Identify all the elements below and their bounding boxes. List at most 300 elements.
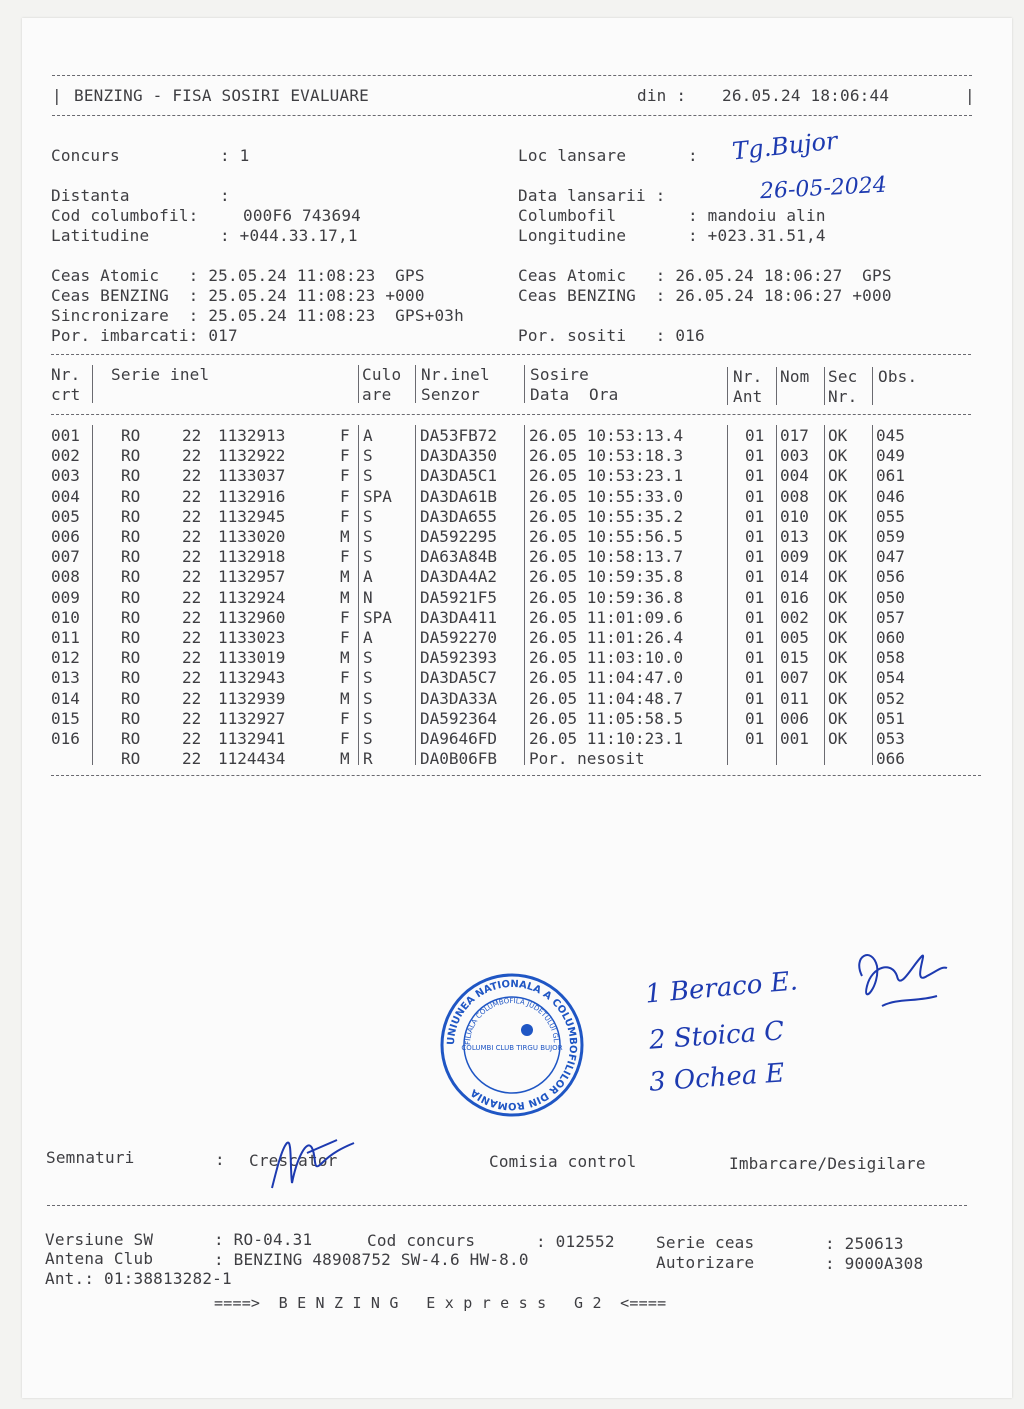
cell-sosire: 26.05 11:01:09.6	[529, 607, 684, 627]
header-sep	[872, 367, 873, 405]
cell-obs: 052	[876, 688, 905, 708]
cell-nom: 010	[780, 506, 809, 526]
col-nr-ant-header: Nr.	[733, 367, 763, 386]
col-crt-header: crt	[51, 385, 81, 404]
cell-an: 22	[182, 708, 202, 728]
cell-obs: 059	[876, 527, 905, 546]
cell-culoare: SPA	[363, 607, 392, 627]
cell-an: 22	[182, 749, 202, 769]
cell-sosire: 26.05 11:10:23.1	[529, 729, 684, 748]
cell-nr: 009	[51, 587, 80, 607]
cell-senzor: DA592364	[420, 708, 498, 728]
col-nom-header: Nom	[780, 367, 810, 386]
porumbei-imbarcati: Por. imbarcati: 017	[51, 326, 238, 345]
cell-sosire: 26.05 10:55:35.2	[529, 506, 684, 526]
cell-nom: 014	[780, 567, 809, 587]
cell-tara: RO	[121, 729, 141, 748]
cell-obs: 050	[876, 587, 905, 607]
table-row	[22, 648, 1012, 668]
data-lansarii-handwritten: 26-05-2024	[759, 172, 888, 205]
cell-obs: 058	[876, 648, 905, 668]
cell-tara: RO	[121, 648, 141, 668]
cell-sex: F	[340, 708, 350, 728]
data-lansarii-label: Data lansarii :	[518, 186, 666, 205]
cell-inel: 1132916	[218, 486, 286, 506]
antena-id: Ant.: 01:38813282-1	[45, 1269, 232, 1288]
table-row	[22, 668, 1012, 688]
cell-nom: 001	[780, 729, 809, 748]
column-separator	[358, 425, 359, 765]
cell-sosire: 26.05 10:53:18.3	[529, 446, 684, 466]
cell-nom: 006	[780, 708, 809, 728]
cell-nom: 005	[780, 628, 809, 647]
table-row	[22, 547, 1012, 567]
cell-sex: F	[340, 426, 350, 445]
column-separator	[415, 425, 416, 765]
cell-inel: 1132945	[218, 506, 286, 526]
cell-an: 22	[182, 506, 202, 526]
table-row	[22, 567, 1012, 587]
cell-inel: 1132924	[218, 587, 286, 607]
cell-nr: 002	[51, 446, 80, 466]
cell-obs: 049	[876, 446, 905, 466]
latitudine-label: Latitudine	[51, 226, 150, 245]
loc-lansare-sep: :	[688, 146, 698, 165]
cell-tara: RO	[121, 688, 141, 708]
cell-inel: 1132939	[218, 688, 286, 708]
cell-culoare: A	[363, 426, 373, 445]
cell-nr: 003	[51, 466, 80, 486]
cell-an: 22	[182, 587, 202, 607]
col-serie-header: Serie inel	[111, 365, 210, 384]
cell-an: 22	[182, 547, 202, 567]
cell-sec: OK	[828, 426, 848, 445]
cell-an: 22	[182, 426, 202, 445]
cell-ant: 01	[745, 547, 765, 567]
antena-label: Antena Club	[45, 1249, 154, 1268]
cod-columbofil-label: Cod columbofil:	[51, 206, 199, 225]
stamp-inner-text: FILIALA COLUMBOFILA JUDETULUI GL	[463, 996, 560, 1046]
cell-nom: 002	[780, 607, 809, 627]
header-sep	[415, 365, 416, 403]
header-sep	[92, 365, 93, 403]
commission-signature	[842, 936, 952, 1026]
cell-culoare: S	[363, 648, 373, 668]
cell-sec: OK	[828, 567, 848, 587]
cell-culoare: A	[363, 567, 373, 587]
cell-nr: 007	[51, 547, 80, 567]
crescator-label: Crescator	[249, 1151, 338, 1170]
col-obs-header: Obs.	[878, 367, 918, 386]
cell-nr: 015	[51, 708, 80, 728]
cell-nom: 015	[780, 648, 809, 668]
cell-senzor: DA3DA5C7	[420, 668, 498, 688]
crescator-signature	[262, 1128, 362, 1198]
col-culo-header: Culo	[362, 365, 402, 384]
header-date-value: 26.05.24 18:06:44	[722, 86, 890, 105]
cell-sex: F	[340, 547, 350, 567]
cell-sex: F	[340, 668, 350, 688]
table-row	[22, 588, 1012, 608]
cell-sex: M	[340, 567, 350, 587]
longitudine-label: Longitudine	[518, 226, 627, 245]
cell-sosire: 26.05 10:53:23.1	[529, 466, 684, 486]
semnaturi-sep: :	[215, 1150, 225, 1169]
cell-sec: OK	[828, 729, 848, 748]
cell-sec: OK	[828, 648, 848, 668]
cell-obs: 061	[876, 466, 905, 486]
cell-sosire: 26.05 10:58:13.7	[529, 547, 684, 567]
stamp-outer-text: UNIUNEA NATIONALA A COLUMBOFILILOR DIN ROMANIA	[445, 978, 579, 1112]
cell-sex: F	[340, 607, 350, 627]
column-separator	[92, 425, 93, 765]
cell-sex: M	[340, 749, 350, 769]
cell-inel: 1133023	[218, 628, 286, 647]
cell-nr: 008	[51, 567, 80, 587]
table-header-divider	[51, 414, 971, 415]
cell-nom: 004	[780, 466, 809, 486]
header-bar-left: |	[52, 86, 62, 105]
cell-sec: OK	[828, 486, 848, 506]
cell-an: 22	[182, 729, 202, 748]
comisia-label: Comisia control	[489, 1152, 637, 1171]
col-data-ora-header: Data Ora	[530, 385, 619, 404]
table-row	[22, 426, 1012, 446]
col-senzor-header: Senzor	[421, 385, 480, 404]
handwritten-line-2: 2 Stoica C	[648, 1016, 786, 1056]
cell-culoare: S	[363, 506, 373, 526]
table-row	[22, 466, 1012, 486]
cell-sec: OK	[828, 668, 848, 688]
cell-sex: M	[340, 648, 350, 668]
cell-culoare: S	[363, 466, 373, 486]
table-row	[22, 729, 1012, 749]
cell-culoare: S	[363, 527, 373, 546]
concurs-label: Concurs	[51, 146, 120, 165]
header-sep	[824, 367, 825, 405]
column-separator	[872, 425, 873, 765]
cell-nr: 005	[51, 506, 80, 526]
cell-sosire: 26.05 11:05:58.5	[529, 708, 684, 728]
cell-an: 22	[182, 607, 202, 627]
cell-ant: 01	[745, 729, 765, 748]
cell-ant: 01	[745, 607, 765, 627]
col-sosire-header: Sosire	[530, 365, 589, 384]
serie-ceas-label: Serie ceas	[656, 1233, 755, 1252]
cell-sosire: Por. nesosit	[529, 749, 645, 769]
cell-obs: 051	[876, 708, 905, 728]
table-row	[22, 628, 1012, 648]
cell-inel: 1133020	[218, 527, 286, 546]
header-divider	[52, 115, 972, 116]
concurs-value: : 1	[220, 146, 250, 165]
col-nr-header: Nr.	[51, 365, 81, 384]
cell-senzor: DA53FB72	[420, 426, 498, 445]
cell-ant: 01	[745, 506, 765, 526]
cell-nr: 010	[51, 607, 80, 627]
cell-sec: OK	[828, 527, 848, 546]
column-separator	[727, 425, 728, 765]
col-nrinel-header: Nr.inel	[421, 365, 490, 384]
cell-nr: 011	[51, 628, 80, 647]
cell-sosire: 26.05 11:03:10.0	[529, 648, 684, 668]
cell-senzor: DA0B06FB	[420, 749, 498, 769]
cell-culoare: S	[363, 729, 373, 748]
column-separator	[524, 425, 525, 765]
cod-concurs-value: : 012552	[536, 1232, 615, 1251]
table-row	[22, 749, 1012, 769]
cell-tara: RO	[121, 446, 141, 466]
cell-an: 22	[182, 668, 202, 688]
cod-concurs-label: Cod concurs	[367, 1231, 476, 1250]
cell-culoare: S	[363, 688, 373, 708]
top-divider	[52, 75, 972, 76]
cell-ant: 01	[745, 466, 765, 486]
cell-tara: RO	[121, 486, 141, 506]
header-sep	[727, 367, 728, 405]
cell-tara: RO	[121, 708, 141, 728]
stamp-emblem-icon	[521, 1024, 533, 1036]
column-separator	[824, 425, 825, 765]
cell-obs: 057	[876, 607, 905, 627]
cell-nr: 004	[51, 486, 80, 506]
table-row	[22, 709, 1012, 729]
cell-sex: F	[340, 506, 350, 526]
autorizare-value: : 9000A308	[825, 1254, 924, 1273]
distanta-value: :	[220, 186, 230, 205]
longitudine-value: : +023.31.51,4	[688, 226, 826, 245]
cell-inel: 1132922	[218, 446, 286, 466]
cell-sec: OK	[828, 446, 848, 466]
cell-culoare: S	[363, 668, 373, 688]
cell-obs: 053	[876, 729, 905, 748]
imbarcare-label: Imbarcare/Desigilare	[729, 1154, 926, 1173]
cell-obs: 045	[876, 426, 905, 445]
cell-obs: 055	[876, 506, 905, 526]
cell-sosire: 26.05 10:53:13.4	[529, 426, 684, 445]
cell-an: 22	[182, 567, 202, 587]
table-row	[22, 507, 1012, 527]
ceas-atomic-start: Ceas Atomic : 25.05.24 11:08:23 GPS	[51, 266, 425, 285]
cell-inel: 1133037	[218, 466, 286, 486]
cell-an: 22	[182, 486, 202, 506]
table-row	[22, 527, 1012, 547]
cell-senzor: DA3DA33A	[420, 688, 498, 708]
cell-sosire: 26.05 11:01:26.4	[529, 628, 684, 647]
cell-obs: 054	[876, 668, 905, 688]
cell-ant: 01	[745, 648, 765, 668]
cell-an: 22	[182, 688, 202, 708]
columbofil-label: Columbofil	[518, 206, 617, 225]
cell-sosire: 26.05 10:55:33.0	[529, 486, 684, 506]
sincronizare-start: Sincronizare : 25.05.24 11:08:23 GPS+03h	[51, 306, 464, 325]
cell-culoare: S	[363, 547, 373, 567]
cell-senzor: DA3DA655	[420, 506, 498, 526]
cell-sosire: 26.05 10:59:35.8	[529, 567, 684, 587]
column-separator	[776, 425, 777, 765]
cell-senzor: DA592270	[420, 628, 498, 647]
cell-senzor: DA9646FD	[420, 729, 498, 748]
cell-ant: 01	[745, 426, 765, 445]
table-row	[22, 689, 1012, 709]
cell-culoare: S	[363, 708, 373, 728]
cell-culoare: S	[363, 446, 373, 466]
cell-nr: 014	[51, 688, 80, 708]
cell-an: 22	[182, 628, 202, 647]
cell-nom: 013	[780, 527, 809, 546]
cell-inel: 1133019	[218, 648, 286, 668]
cell-senzor: DA3DA5C1	[420, 466, 498, 486]
handwritten-line-1: 1 Beraco E.	[643, 966, 799, 1010]
cell-nr: 001	[51, 426, 80, 445]
cell-sosire: 26.05 11:04:48.7	[529, 688, 684, 708]
cell-inel: 1132927	[218, 708, 286, 728]
cell-tara: RO	[121, 426, 141, 445]
cell-tara: RO	[121, 567, 141, 587]
porumbei-sositi: Por. sositi : 016	[518, 326, 705, 345]
cell-sec: OK	[828, 466, 848, 486]
cell-ant: 01	[745, 567, 765, 587]
header-title: BENZING - FISA SOSIRI EVALUARE	[74, 86, 369, 105]
cell-ant: 01	[745, 587, 765, 607]
cell-culoare: N	[363, 587, 373, 607]
cell-sec: OK	[828, 506, 848, 526]
cell-sex: F	[340, 466, 350, 486]
cell-inel: 1132960	[218, 607, 286, 627]
cell-obs: 066	[876, 749, 905, 769]
cell-sec: OK	[828, 607, 848, 627]
serie-ceas-value: : 250613	[825, 1234, 904, 1253]
autorizare-label: Autorizare	[656, 1253, 755, 1272]
cell-sec: OK	[828, 628, 848, 647]
ceas-atomic-end: Ceas Atomic : 26.05.24 18:06:27 GPS	[518, 266, 892, 285]
table-row	[22, 487, 1012, 507]
cell-ant: 01	[745, 628, 765, 647]
cell-an: 22	[182, 648, 202, 668]
cell-sex: M	[340, 688, 350, 708]
cell-nom: 008	[780, 486, 809, 506]
footer-divider	[47, 1205, 967, 1206]
cell-tara: RO	[121, 668, 141, 688]
cell-tara: RO	[121, 506, 141, 526]
cell-inel: 1132957	[218, 567, 286, 587]
cell-sex: F	[340, 486, 350, 506]
cell-nom: 009	[780, 547, 809, 567]
cell-inel: 1132943	[218, 668, 286, 688]
cell-inel: 1132918	[218, 547, 286, 567]
cell-an: 22	[182, 446, 202, 466]
cell-tara: RO	[121, 527, 141, 546]
cell-sex: F	[340, 628, 350, 647]
cod-columbofil-value: 000F6 743694	[243, 206, 361, 225]
table-row	[22, 446, 1012, 466]
cell-tara: RO	[121, 547, 141, 567]
cell-nom: 011	[780, 688, 809, 708]
semnaturi-label: Semnaturi	[46, 1148, 135, 1167]
cell-ant: 01	[745, 668, 765, 688]
cell-tara: RO	[121, 628, 141, 647]
cell-sex: F	[340, 446, 350, 466]
cell-nr: 016	[51, 729, 80, 748]
cell-obs: 060	[876, 628, 905, 647]
cell-senzor: DA63A84B	[420, 547, 498, 567]
cell-sec: OK	[828, 547, 848, 567]
col-sec-nr-header: Nr.	[828, 387, 858, 406]
cell-inel: 1132941	[218, 729, 286, 748]
brand-line: ====> B E N Z I N G E x p r e s s G 2 <====	[214, 1294, 667, 1312]
cell-ant: 01	[745, 708, 765, 728]
handwritten-line-3: 3 Ochea E	[648, 1058, 786, 1098]
cell-ant: 01	[745, 446, 765, 466]
cell-tara: RO	[121, 607, 141, 627]
table-row	[22, 608, 1012, 628]
cell-senzor: DA3DA350	[420, 446, 498, 466]
table-bottom-divider	[51, 775, 981, 776]
loc-lansare-handwritten: Tg.Bujor	[730, 126, 839, 166]
header-sep	[776, 367, 777, 405]
cell-nom: 017	[780, 426, 809, 445]
header-sep	[358, 365, 359, 403]
cell-ant: 01	[745, 527, 765, 546]
cell-senzor: DA5921F5	[420, 587, 498, 607]
distanta-label: Distanta	[51, 186, 130, 205]
cell-inel: 1132913	[218, 426, 286, 445]
cell-obs: 046	[876, 486, 905, 506]
cell-tara: RO	[121, 466, 141, 486]
cell-sec: OK	[828, 688, 848, 708]
stamp-center-text: COLUMBI CLUB TIRGU BUJOR	[461, 1044, 563, 1052]
cell-sex: M	[340, 587, 350, 607]
document-sheet	[22, 18, 1012, 1398]
cell-an: 22	[182, 466, 202, 486]
cell-ant: 01	[745, 486, 765, 506]
cell-nom: 007	[780, 668, 809, 688]
cell-senzor: DA3DA4A2	[420, 567, 498, 587]
club-stamp	[437, 970, 587, 1120]
cell-nom: 016	[780, 587, 809, 607]
cell-sex: F	[340, 729, 350, 748]
ceas-benzing-start: Ceas BENZING : 25.05.24 11:08:23 +000	[51, 286, 425, 305]
cell-sosire: 26.05 10:59:36.8	[529, 587, 684, 607]
cell-senzor: DA592295	[420, 527, 498, 546]
cell-obs: 047	[876, 547, 905, 567]
cell-nom: 003	[780, 446, 809, 466]
cell-senzor: DA592393	[420, 648, 498, 668]
cell-sosire: 26.05 11:04:47.0	[529, 668, 684, 688]
versiune-value: : RO-04.31	[214, 1230, 313, 1249]
header-bar-right: |	[965, 86, 975, 105]
cell-sec: OK	[828, 587, 848, 607]
cell-senzor: DA3DA411	[420, 607, 498, 627]
table-top-divider	[51, 354, 971, 355]
cell-nr: 013	[51, 668, 80, 688]
cell-inel: 1124434	[218, 749, 286, 769]
cell-culoare: R	[363, 749, 373, 769]
cell-sosire: 26.05 10:55:56.5	[529, 527, 684, 546]
cell-nr: 012	[51, 648, 80, 668]
header-date-label: din :	[637, 86, 687, 105]
cell-sex: M	[340, 527, 350, 546]
cell-senzor: DA3DA61B	[420, 486, 498, 506]
versiune-label: Versiune SW	[45, 1230, 154, 1249]
col-are-header: are	[362, 385, 392, 404]
cell-sec: OK	[828, 708, 848, 728]
col-sec-header: Sec	[828, 367, 858, 386]
loc-lansare-label: Loc lansare	[518, 146, 627, 165]
latitudine-value: : +044.33.17,1	[220, 226, 358, 245]
cell-tara: RO	[121, 749, 141, 769]
ceas-benzing-end: Ceas BENZING : 26.05.24 18:06:27 +000	[518, 286, 892, 305]
